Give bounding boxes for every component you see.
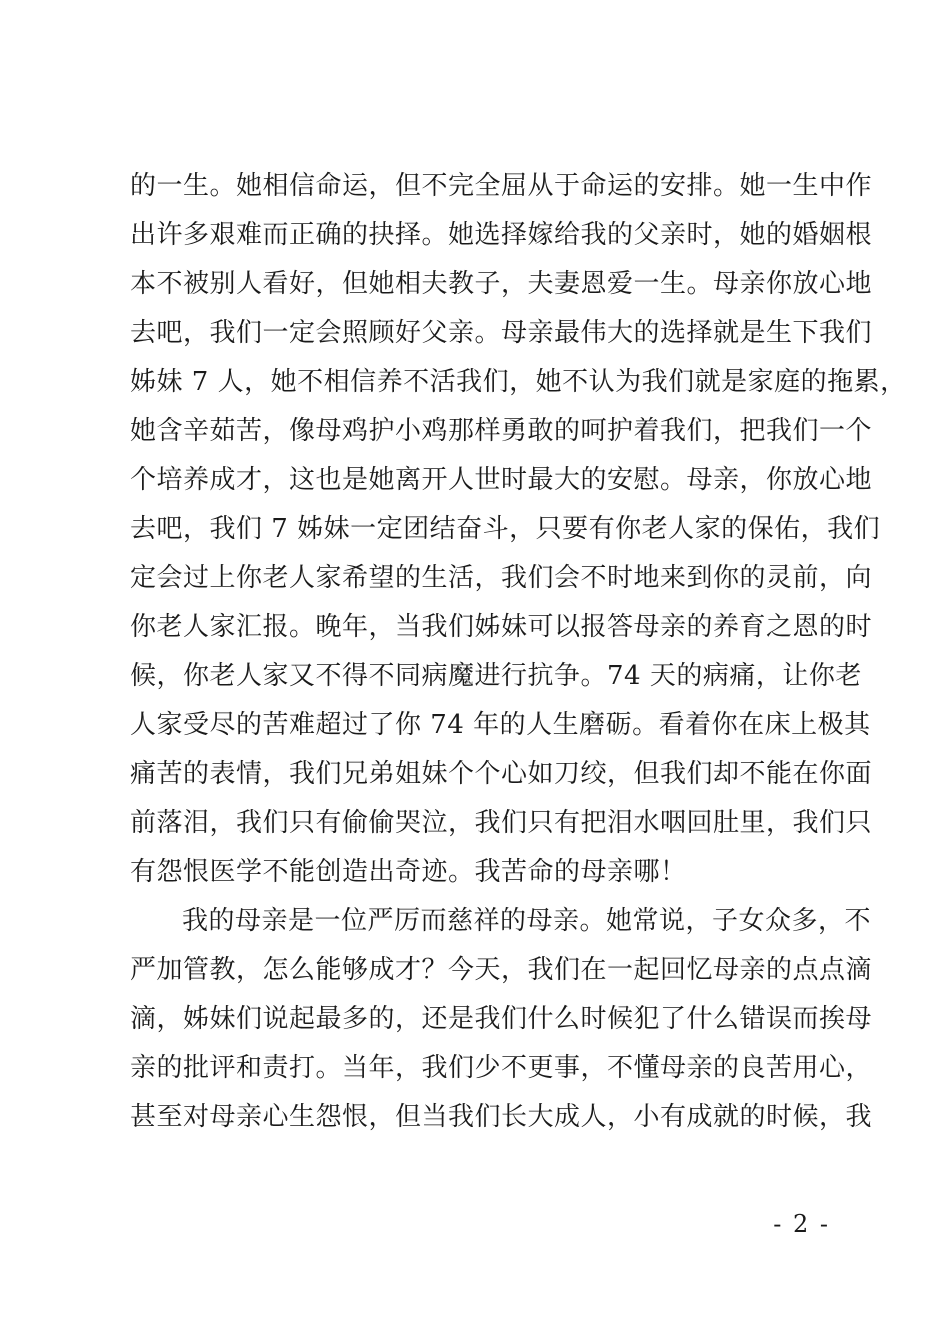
text-line: 有怨恨医学不能创造出奇迹。我苦命的母亲哪！ bbox=[130, 857, 687, 887]
text-line: 她含辛茹苦，像母鸡护小鸡那样勇敢的呵护着我们，把我们一个 bbox=[130, 416, 873, 446]
text-line: 前落泪，我们只有偷偷哭泣，我们只有把泪水咽回肚里，我们只 bbox=[130, 808, 873, 838]
text-line: 严加管教，怎么能够成才？今天，我们在一起回忆母亲的点点滴 bbox=[130, 955, 873, 985]
text-line: 你老人家汇报。晚年，当我们姊妹可以报答母亲的养育之恩的时 bbox=[130, 612, 873, 642]
text-line: 人家受尽的苦难超过了你 74 年的人生磨砺。看着你在床上极其 bbox=[130, 710, 871, 740]
body-text bbox=[130, 162, 907, 1142]
text-line: 个培养成才，这也是她离开人世时最大的安慰。母亲，你放心地 bbox=[130, 465, 873, 495]
text-line: 姊妹 7 人，她不相信养不活我们，她不认为我们就是家庭的拖累， bbox=[130, 367, 907, 397]
page-number: - 2 - bbox=[773, 1210, 830, 1238]
text-line: 出许多艰难而正确的抉择。她选择嫁给我的父亲时，她的婚姻根 bbox=[130, 220, 873, 250]
text-line: 我的母亲是一位严厉而慈祥的母亲。她常说，子女众多，不 bbox=[182, 906, 872, 936]
paragraph-1 bbox=[130, 162, 907, 897]
text-line: 亲的批评和责打。当年，我们少不更事，不懂母亲的良苦用心， bbox=[130, 1053, 873, 1083]
text-line: 痛苦的表情，我们兄弟姐妹个个心如刀绞，但我们却不能在你面 bbox=[130, 759, 873, 789]
text-line: 定会过上你老人家希望的生活，我们会不时地来到你的灵前，向 bbox=[130, 563, 873, 593]
text-line: 去吧，我们 7 姊妹一定团结奋斗，只要有你老人家的保佑，我们 bbox=[130, 514, 881, 544]
paragraph-2 bbox=[130, 897, 873, 1142]
text-line: 本不被别人看好，但她相夫教子，夫妻恩爱一生。母亲你放心地 bbox=[130, 269, 873, 299]
text-line: 候，你老人家又不得不同病魔进行抗争。74 天的病痛，让你老 bbox=[130, 661, 862, 691]
text-line: 甚至对母亲心生怨恨，但当我们长大成人，小有成就的时候，我 bbox=[130, 1102, 873, 1132]
text-line: 滴，姊妹们说起最多的，还是我们什么时候犯了什么错误而挨母 bbox=[130, 1004, 873, 1034]
text-line: 去吧，我们一定会照顾好父亲。母亲最伟大的选择就是生下我们 bbox=[130, 318, 873, 348]
text-line: 的一生。她相信命运，但不完全屈从于命运的安排。她一生中作 bbox=[130, 171, 873, 201]
